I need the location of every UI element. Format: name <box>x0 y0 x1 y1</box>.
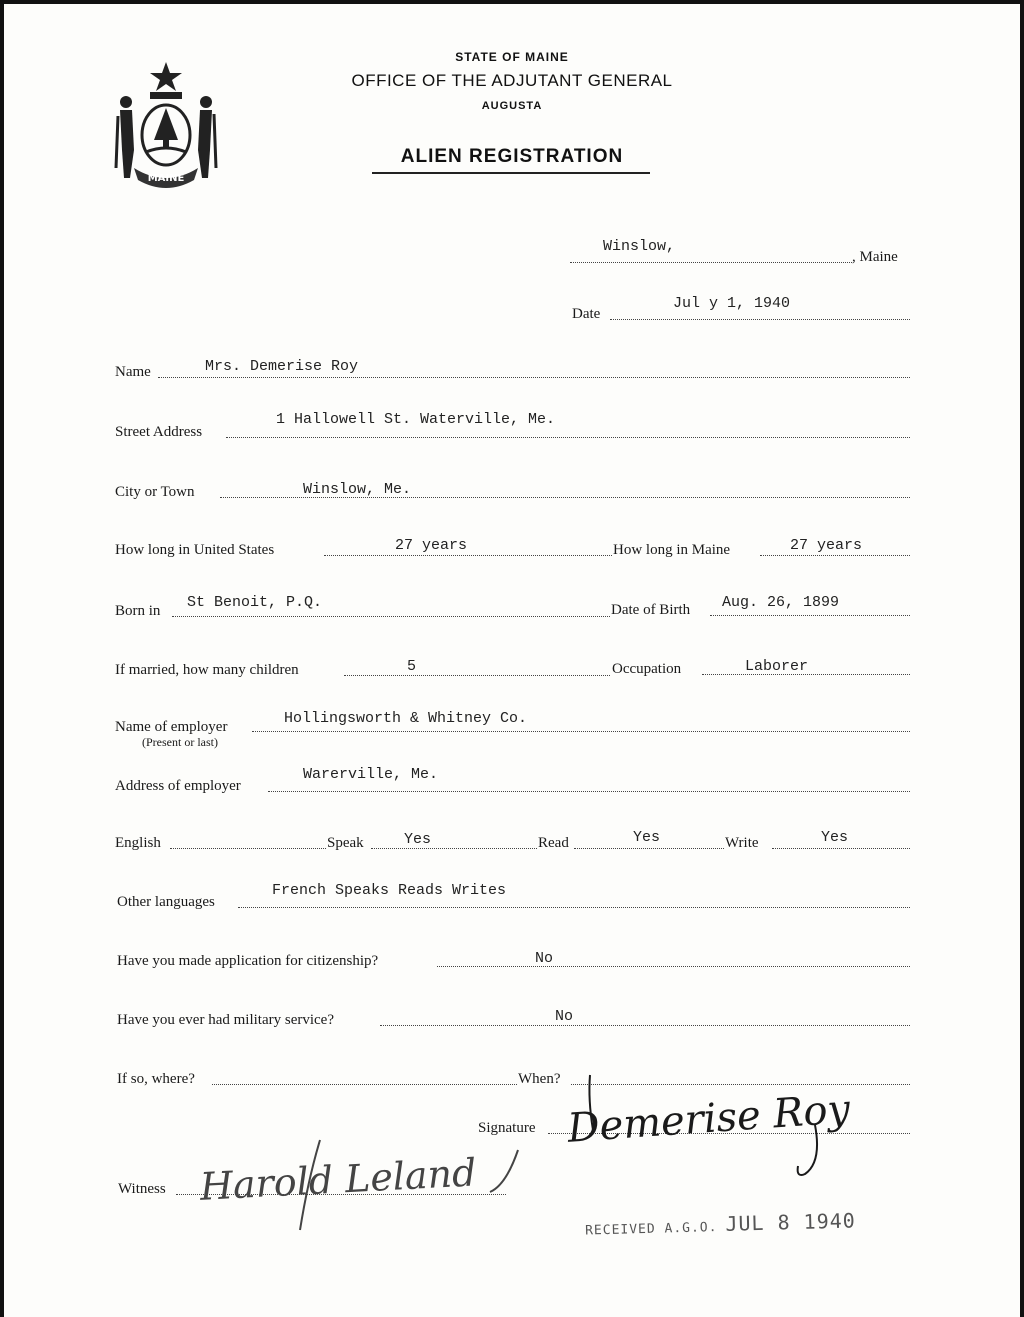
born-label: Born in <box>115 603 161 619</box>
children-label: If married, how many children <box>115 662 299 678</box>
other-languages-value: French Speaks Reads Writes <box>272 882 507 899</box>
svg-text:Demerise Roy: Demerise Roy <box>565 1086 852 1152</box>
street-line <box>226 437 910 438</box>
speak-label: Speak <box>327 835 364 851</box>
us-value: 27 years <box>395 537 468 554</box>
employer-sublabel: (Present or last) <box>142 735 218 749</box>
place-suffix: , Maine <box>852 249 898 265</box>
other-languages-label: Other languages <box>117 894 215 910</box>
employer-line <box>252 731 910 732</box>
received-stamp-date: JUL 8 1940 <box>725 1208 857 1236</box>
dob-label: Date of Birth <box>611 602 691 618</box>
office-heading: OFFICE OF THE ADJUTANT GENERAL <box>351 71 673 90</box>
write-value: Yes <box>821 829 849 846</box>
military-line <box>380 1025 910 1026</box>
scan-edge-left <box>0 0 4 1317</box>
street-label: Street Address <box>115 424 203 440</box>
occupation-value: Laborer <box>745 658 809 675</box>
read-value: Yes <box>633 829 661 846</box>
read-line <box>574 848 724 849</box>
military-value: No <box>555 1008 574 1025</box>
born-line <box>172 616 610 617</box>
us-line <box>324 555 612 556</box>
born-value: St Benoit, P.Q. <box>187 594 323 611</box>
children-value: 5 <box>407 658 417 675</box>
city-label: City or Town <box>115 484 195 500</box>
title-underline <box>372 172 650 174</box>
handwritten-signature <box>560 1070 870 1180</box>
employer-label: Name of employer <box>115 719 228 735</box>
handwritten-witness-signature <box>190 1130 530 1240</box>
date-line <box>610 319 910 320</box>
english-label: English <box>115 835 161 851</box>
witness-label: Witness <box>118 1181 166 1197</box>
english-line <box>170 848 326 849</box>
other-languages-line <box>238 907 910 908</box>
employer-address-value: Warerville, Me. <box>303 766 439 783</box>
speak-value: Yes <box>404 831 432 848</box>
read-label: Read <box>538 835 569 851</box>
children-line <box>344 675 610 676</box>
maine-line <box>760 555 910 556</box>
svg-text:MAINE: MAINE <box>147 173 185 184</box>
city-value: Winslow, Me. <box>303 481 412 498</box>
place-line <box>570 262 852 263</box>
employer-address-line <box>268 791 910 792</box>
where-label: If so, where? <box>117 1071 195 1087</box>
write-label: Write <box>725 835 759 851</box>
signature-label: Signature <box>478 1120 536 1136</box>
maine-label: How long in Maine <box>613 542 731 558</box>
write-line <box>772 848 910 849</box>
name-label: Name <box>115 364 151 380</box>
citizenship-line <box>437 966 910 967</box>
received-stamp-text: RECEIVED A.G.O. <box>584 1220 718 1239</box>
occupation-label: Occupation <box>612 661 682 677</box>
dob-value: Aug. 26, 1899 <box>722 594 840 611</box>
city-heading: AUGUSTA <box>481 100 543 112</box>
place-value: Winslow, <box>603 238 676 255</box>
where-line <box>212 1084 517 1085</box>
form-title: ALIEN REGISTRATION <box>400 146 624 167</box>
employer-address-label: Address of employer <box>115 778 241 794</box>
military-label: Have you ever had military service? <box>117 1012 334 1028</box>
date-label: Date <box>572 306 601 322</box>
citizenship-value: No <box>535 950 554 967</box>
when-label: When? <box>518 1071 561 1087</box>
citizenship-label: Have you made application for citizenship? <box>117 953 379 969</box>
us-label: How long in United States <box>115 542 275 558</box>
employer-value: Hollingsworth & Whitney Co. <box>284 710 528 727</box>
scan-edge-top <box>0 0 1024 4</box>
date-value: Jul y 1, 1940 <box>673 295 791 312</box>
street-value: 1 Hallowell St. Waterville, Me. <box>276 411 556 428</box>
speak-line <box>371 848 537 849</box>
scan-edge-right <box>1020 0 1024 1317</box>
maine-value: 27 years <box>790 537 863 554</box>
svg-text:Harold Leland: Harold Leland <box>198 1150 478 1209</box>
name-line <box>158 377 910 378</box>
name-value: Mrs. Demerise Roy <box>205 358 359 375</box>
received-stamp <box>585 1208 856 1239</box>
dob-line <box>710 615 910 616</box>
state-heading: STATE OF MAINE <box>455 50 569 64</box>
